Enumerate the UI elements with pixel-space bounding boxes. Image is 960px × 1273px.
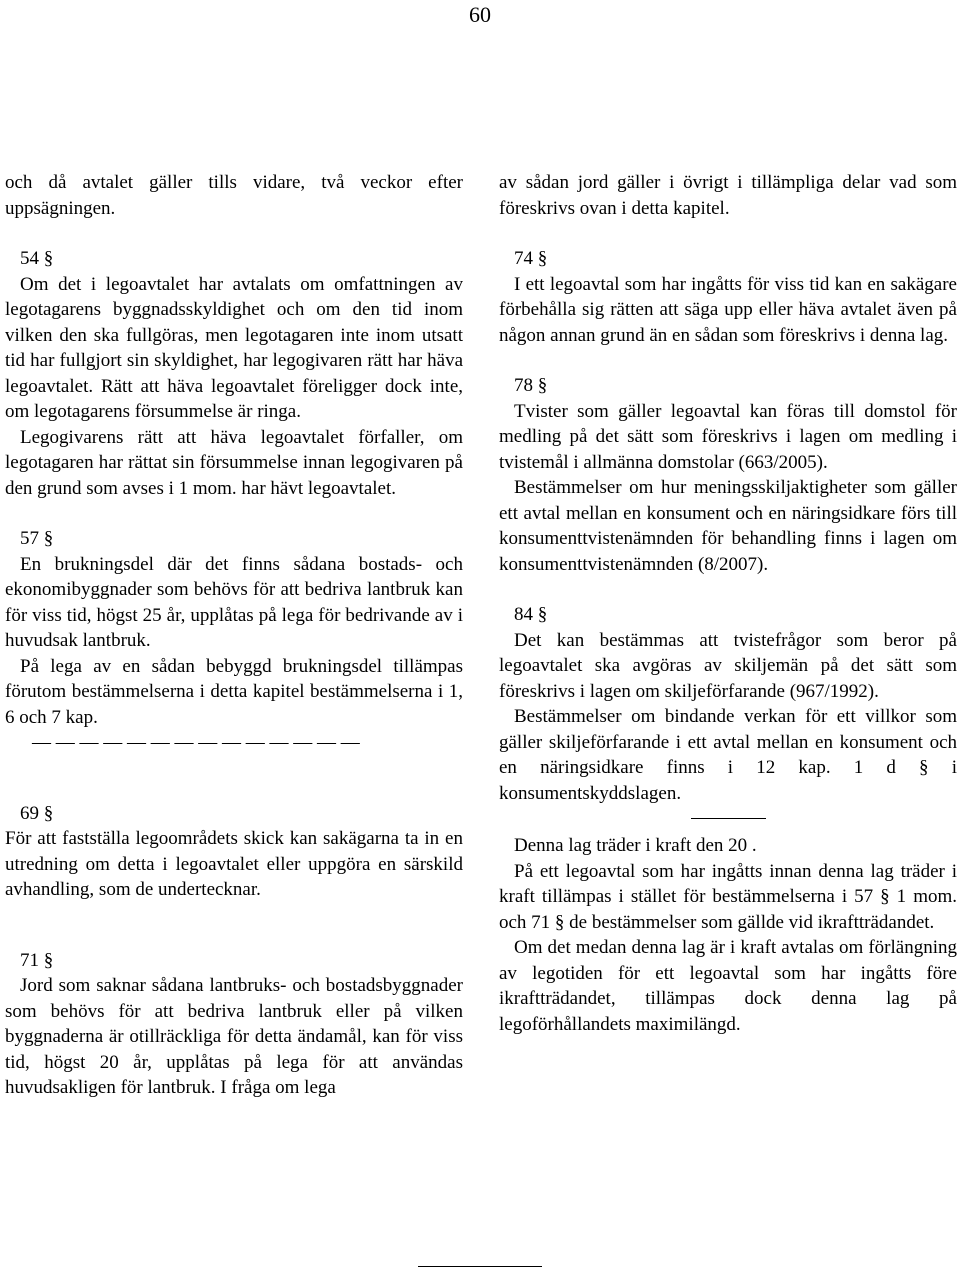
paragraph: Om det medan denna lag är i kraft avtalas om förlängning av legotiden för ett legoavtal som har ingåtts före ikraftträdandet, tillämpas dock denna lag på legoförhållandets maximilängd. [499, 937, 957, 1035]
section-heading-74: 74 § [514, 248, 548, 269]
section-heading-69: 69 § [20, 802, 54, 824]
paragraph: Bestämmelser om bindande verkan för ett villkor som gäller skiljeförfarande i ett avtal mellan en konsument och en näringsidkare finns i 12 kap. 1 d § i konsumentskyddslagen. [499, 706, 957, 804]
section-heading-78: 78 § [514, 375, 548, 396]
separator-rule [691, 818, 766, 819]
paragraph: Jord som saknar sådana lantbruks- och bostadsbyggnader som behövs för att bedriva lantbruk eller på vilken byggnaderna är otillräckliga för detta ändamål, kan för viss tid, högst 20 år, upplåtas på lega för att användas huvudsakligen för lantbruk. I fråga om lega [5, 975, 463, 1098]
paragraph: I ett legoavtal som har ingåtts för viss tid kan en sakägare förbehålla sig rätten att säga upp eller häva avtalet även på någon annan grund än en sådan som föreskrivs i denna lag. [499, 273, 957, 346]
right-column [499, 170, 957, 1037]
section-heading-57: 57 § [20, 528, 54, 549]
paragraph: av sådan jord gäller i övrigt i tillämpliga delar vad som föreskrivs ovan i detta kapitel. [499, 172, 957, 219]
paragraph: För att fastställa legoområdets skick kan sakägarna ta in en utredning om detta i legoavtalet eller uppgöra en särskild avhandling, som de undertecknar. [5, 828, 463, 900]
paragraph: På ett legoavtal som har ingåtts innan denna lag träder i kraft tillämpas i stället för bestämmelserna i 57 § 1 mom. och 71 § de bestämmelser som gällde vid ikraftträdandet. [499, 860, 957, 933]
section-heading-54: 54 § [20, 248, 54, 269]
paragraph: Det kan bestämmas att tvistefrågor som beror på legoavtalet ska avgöras av skiljemän på det sätt som föreskrivs i lagen om skiljeförfarande (967/1992). [499, 629, 957, 702]
section-heading-71: 71 § [20, 949, 54, 971]
paragraph: Bestämmelser om hur meningsskiljaktigheter som gäller ett avtal mellan en konsument och en näringsidkare förs till konsumenttvistenämnden för behandling finns i lagen om konsumenttvistenämnden (8/2007). [499, 477, 957, 575]
paragraph: På lega av en sådan bebyggd brukningsdel tillämpas förutom bestämmelserna i detta kapitel bestämmelserna i 1, 6 och 7 kap. [5, 655, 463, 728]
page-number: 60 [469, 2, 491, 27]
paragraph: Tvister som gäller legoavtal kan föras till domstol för medling på det sätt som föreskrivs i lagen om medling i tvistemål i allmänna domstolar (663/2005). [499, 400, 957, 473]
paragraph: Om det i legoavtalet har avtalats om omfattningen av legotagarens byggnadsskyldighet och om den tid inom vilken den ska fullgöras, men legotagaren inte inom utsatt tid har fullgjort sin skyldighet, har legogivaren rätt har häva legoavtalet. Rätt att häva legoavtalet föreligger dock inte, om legotagarens försummelse är ringa. [5, 273, 463, 422]
omission-dashes: — — — — — — — — — — — — — — [32, 732, 360, 753]
paragraph: En brukningsdel där det finns sådana bostads- och ekonomibyggnader som behövs för att bedriva lantbruk kan för viss tid, högst 25 år, upplåtas på lega för bedrivande av i huvudsak lantbruk. [5, 553, 463, 651]
paragraph: och då avtalet gäller tills vidare, två veckor efter uppsägningen. [5, 172, 463, 219]
section-heading-84: 84 § [514, 604, 548, 625]
left-column [5, 170, 463, 1101]
paragraph: Legogivarens rätt att häva legoavtalet förfaller, om legotagaren har rättat sin försummelse innan legogivaren på den grund som avses i 1 mom. har hävt legoavtalet. [5, 426, 463, 499]
paragraph-entry-into-force: Denna lag träder i kraft den 20 . [514, 835, 757, 856]
end-rule [418, 1266, 542, 1267]
